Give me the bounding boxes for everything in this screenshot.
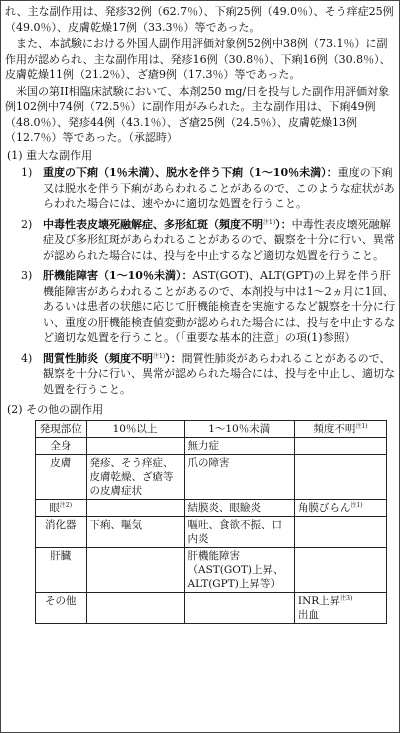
item-title-rest: ）： <box>165 351 182 365</box>
item-number: 2) <box>21 217 33 231</box>
item-title: 重度の下痢（1％未満）、脱水を伴う下痢（1～10％未満）： <box>43 166 338 179</box>
cell-unknown-extra: 出血 <box>297 608 319 621</box>
cell-over10: 発疹、そう痒症、皮膚乾燥、ざ瘡等の皮膚症状 <box>86 454 184 499</box>
item-number: 4) <box>21 351 33 365</box>
cell-site: 全身 <box>36 437 87 454</box>
cell-unknown-label: INR上昇 <box>297 594 341 607</box>
header-unknown-label: 頻度不明 <box>313 422 356 435</box>
item-text: 中毒性表皮壊死融解症及び多形紅斑があらわれることがあるので、観察を十分に行い、異常が認められた場合には、投与を中止するなど適切な処置を行うこと。 <box>43 217 395 262</box>
paragraph-foreign-trial: また、本試験における外国人副作用評価対象例52例中38例（73.1％）に副作用が認められ、主な副作用は、発疹16例（30.8％）、下痢16例（30.8％）、皮膚乾燥11例（21.2％）、ざ瘡9例（17.3％）等であった。 <box>5 37 391 81</box>
document-content <box>5 4 395 624</box>
cell-site: 皮膚 <box>36 454 87 499</box>
cell-over10 <box>86 592 184 623</box>
table-row <box>36 592 387 623</box>
cell-unknown <box>294 499 386 516</box>
other-side-effects-table <box>35 420 387 624</box>
cell-over10 <box>86 437 184 454</box>
item-title: 肝機能障害（1～10％未満）： <box>43 269 193 282</box>
serious-item-pneumonia <box>21 351 395 398</box>
cell-over10: 下痢、嘔気 <box>86 516 184 547</box>
section-heading-other: (2) その他の副作用 <box>7 403 104 416</box>
cell-1to10: 結膜炎、眼瞼炎 <box>184 499 294 516</box>
cell-1to10: 肝機能障害（AST(GOT)上昇、ALT(GPT)上昇等） <box>184 547 294 592</box>
cell-site: 消化器 <box>36 516 87 547</box>
footnote-mark: 注1) <box>350 501 363 509</box>
section-heading-serious: (1) 重大な副作用 <box>7 148 93 162</box>
serious-item-liver <box>21 268 395 346</box>
item-number: 1) <box>21 166 33 179</box>
cell-over10 <box>86 499 184 516</box>
serious-item-ten <box>21 217 395 264</box>
cell-unknown <box>294 454 386 499</box>
table-row <box>36 547 387 592</box>
cell-unknown-label: 角膜びらん <box>297 501 351 514</box>
cell-unknown <box>294 592 386 623</box>
cell-unknown <box>294 437 386 454</box>
cell-1to10: 無力症 <box>184 437 294 454</box>
item-text: 重度の下痢又は脱水を伴う下痢があらわれることがあるので、このような症状があらわれた場合には、速やかに適切な処置を行うこと。 <box>43 166 395 210</box>
table-row <box>36 437 387 454</box>
item-text: AST(GOT)、ALT(GPT)の上昇を伴う肝機能障害があらわれることがあるので、本剤投与中は1～2ヵ月に1回、あるいは患者の状態に応じて肝機能検査を実施するなど観察を十分に行い、重度の肝機能検査値変動が認められた場合には、投与を中止するなど適切な処置を行うこと。（「重要な基本的注意」の項(1)参照） <box>43 269 395 344</box>
table-header-row <box>36 420 387 437</box>
footnote-mark: 注1) <box>153 352 166 360</box>
header-site: 発現部位 <box>36 420 87 437</box>
cell-1to10: 嘔吐、食欲不振、口内炎 <box>184 516 294 547</box>
cell-site <box>36 499 87 516</box>
cell-over10 <box>86 547 184 592</box>
item-text: 間質性肺炎があらわれることがあるので、観察を十分に行い、異常が認められた場合には、投与を中止し、適切な処置を行うこと。 <box>43 351 395 396</box>
cell-site: その他 <box>36 592 87 623</box>
table-row <box>36 516 387 547</box>
table-row <box>36 499 387 516</box>
item-title: 間質性肺炎（頻度不明 <box>43 351 153 365</box>
cell-unknown <box>294 516 386 547</box>
header-over10: 10％以上 <box>86 420 184 437</box>
paragraph-us-phase2: 米国の第II相臨床試験において、本剤250 mg/日を投与した副作用評価対象例102例中74例（72.5％）に副作用がみられた。主な副作用は、下痢49例（48.0％）、発疹44例（43.1％）、ざ瘡25例（24.5％）、皮膚乾燥13例（12.7％）等であった。（承認時） <box>5 84 390 144</box>
cell-unknown <box>294 547 386 592</box>
serious-item-diarrhea <box>21 165 395 212</box>
header-1to10: 1～10％未満 <box>184 420 294 437</box>
cell-site-label: 眼 <box>49 501 60 514</box>
item-title-rest: ）： <box>275 217 292 231</box>
table-row <box>36 454 387 499</box>
footnote-mark: 注3) <box>340 594 353 602</box>
paragraph-continuation: れ、主な副作用は、発疹32例（62.7％）、下痢25例（49.0％）、そう痒症25例（49.0％）、皮膚乾燥17例（33.3％）等であった。 <box>5 5 394 34</box>
footnote-mark: 注1) <box>263 218 276 226</box>
footnote-mark: 注1) <box>355 422 368 430</box>
item-title: 中毒性表皮壊死融解症、多形紅斑（頻度不明 <box>43 217 263 231</box>
header-unknown <box>294 420 386 437</box>
footnote-mark: 注2) <box>59 501 73 509</box>
cell-1to10 <box>184 592 294 623</box>
cell-site: 肝臓 <box>36 547 87 592</box>
item-number: 3) <box>21 269 33 282</box>
cell-1to10: 爪の障害 <box>184 454 294 499</box>
